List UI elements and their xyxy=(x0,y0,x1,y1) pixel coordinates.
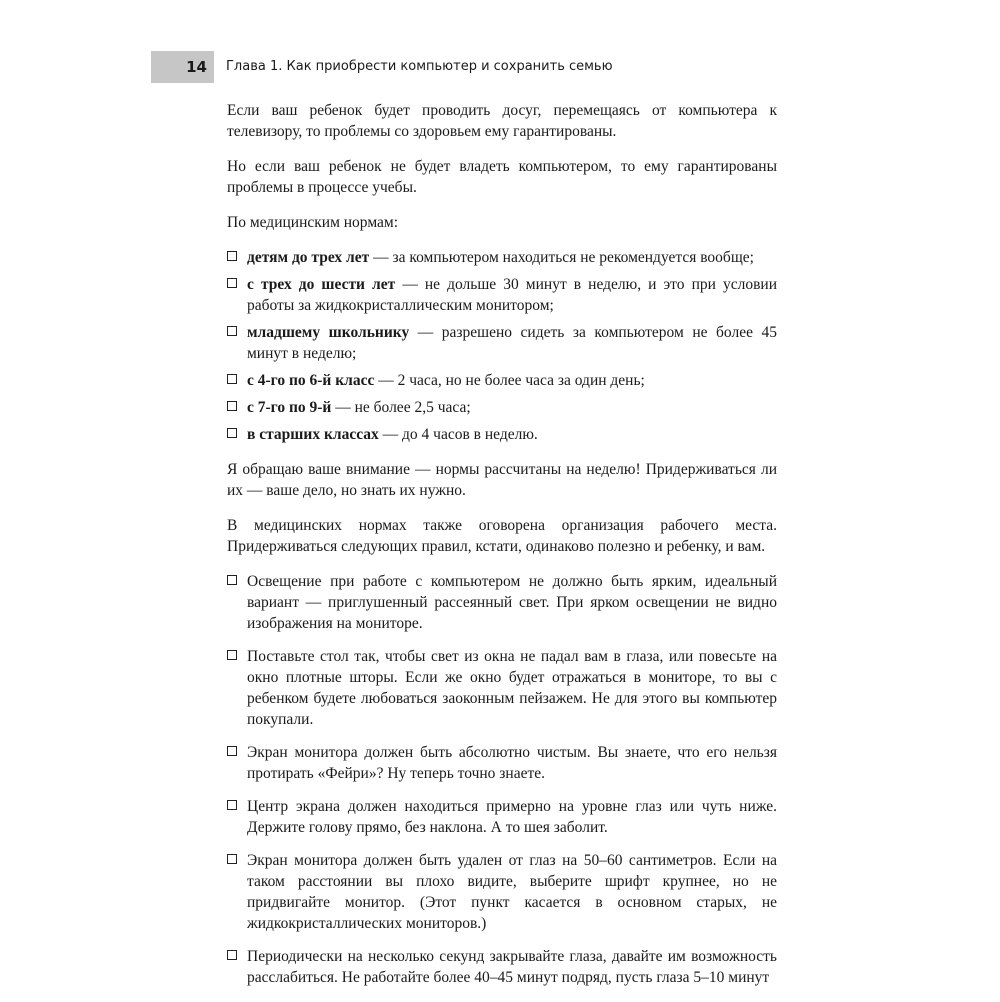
list-item xyxy=(227,322,777,364)
list-item-text: — за компьютером находиться не рекомендуется вообще; xyxy=(369,249,754,266)
list-item-text: — не дольше 30 минут в неделю, и это при условии работы за жидкокристаллическим монитором; xyxy=(247,276,777,314)
page-body xyxy=(227,100,777,1002)
list-item-term: с 4-го по 6-й класс xyxy=(247,372,375,389)
list-item-text: Освещение при работе с компьютером не должно быть ярким, идеальный вариант — приглушенный рассеянный свет. При ярком освещении не видно изображения на мониторе. xyxy=(247,573,777,632)
workplace-rules-list xyxy=(227,571,777,988)
checkbox-icon xyxy=(227,251,237,261)
list-item-term: детям до трех лет xyxy=(247,249,370,266)
list-item xyxy=(227,397,777,418)
list-item-text: Экран монитора должен быть удален от глаз на 50–60 сантиметров. Если на таком расстоянии вы плохо видите, выберите шрифт крупнее, но не придвигайте монитор. (Этот пункт касается в основном старых, не жидкокристаллических мониторов.) xyxy=(247,852,777,932)
checkbox-icon xyxy=(227,650,237,660)
list-item-term: с трех до шести лет xyxy=(247,276,396,293)
list-item xyxy=(227,742,777,784)
checkbox-icon xyxy=(227,278,237,288)
paragraph: Я обращаю ваше внимание — нормы рассчитаны на неделю! Придерживаться ли их — ваше дело, но знать их нужно. xyxy=(227,461,777,499)
list-item-text: Центр экрана должен находиться примерно на уровне глаз или чуть ниже. Держите голову прямо, без наклона. А то шея заболит. xyxy=(247,798,777,836)
list-item xyxy=(227,247,777,268)
list-item-text: Периодически на несколько секунд закрывайте глаза, давайте им возможность расслабиться. Не работайте более 40–45 минут подряд, пусть глаза 5–10 минут xyxy=(247,948,777,986)
list-item-text: — не более 2,5 часа; xyxy=(331,399,471,416)
list-item-text: Экран монитора должен быть абсолютно чистым. Вы знаете, что его нельзя протирать «Фейри»? Ну теперь точно знаете. xyxy=(247,744,777,782)
checkbox-icon xyxy=(227,374,237,384)
list-item-term: с 7-го по 9-й xyxy=(247,399,332,416)
running-header xyxy=(0,51,1000,83)
list-item xyxy=(227,850,777,934)
paragraph: Но если ваш ребенок не будет владеть компьютером, то ему гарантированы проблемы в процессе учебы. xyxy=(227,158,777,196)
checkbox-icon xyxy=(227,854,237,864)
checkbox-icon xyxy=(227,326,237,336)
list-item xyxy=(227,424,777,445)
list-item xyxy=(227,946,777,988)
list-item xyxy=(227,796,777,838)
list-item xyxy=(227,571,777,634)
list-item-text: — до 4 часов в неделю. xyxy=(378,426,538,443)
list-item-term: в старших классах xyxy=(247,426,379,443)
chapter-title: Глава 1. Как приобрести компьютер и сохранить семью xyxy=(226,59,613,74)
list-item-text: — 2 часа, но не более часа за один день; xyxy=(374,372,645,389)
list-item xyxy=(227,370,777,391)
page-number: 14 xyxy=(151,51,214,83)
checkbox-icon xyxy=(227,800,237,810)
checkbox-icon xyxy=(227,575,237,585)
norms-list xyxy=(227,247,777,445)
list-item xyxy=(227,646,777,730)
list-item-text: — разрешено сидеть за компьютером не более 45 минут в неделю; xyxy=(247,324,777,362)
list-item xyxy=(227,274,777,316)
list-item-text: Поставьте стол так, чтобы свет из окна не падал вам в глаза, или повесьте на окно плотные шторы. Если же окно будет отражаться в мониторе, то вы с ребенком будете любоваться заоконным пейзажем. Не для этого вы компьютер покупали. xyxy=(247,648,777,728)
checkbox-icon xyxy=(227,746,237,756)
checkbox-icon xyxy=(227,428,237,438)
checkbox-icon xyxy=(227,950,237,960)
paragraph: Если ваш ребенок будет проводить досуг, перемещаясь от компьютера к телевизору, то проблемы со здоровьем ему гарантированы. xyxy=(227,102,777,140)
paragraph: В медицинских нормах также оговорена организация рабочего места. Придерживаться следующих правил, кстати, одинаково полезно и ребенку, и вам. xyxy=(227,517,777,555)
list-item-term: младшему школьнику xyxy=(247,324,410,341)
paragraph: По медицинским нормам: xyxy=(227,214,399,231)
checkbox-icon xyxy=(227,401,237,411)
